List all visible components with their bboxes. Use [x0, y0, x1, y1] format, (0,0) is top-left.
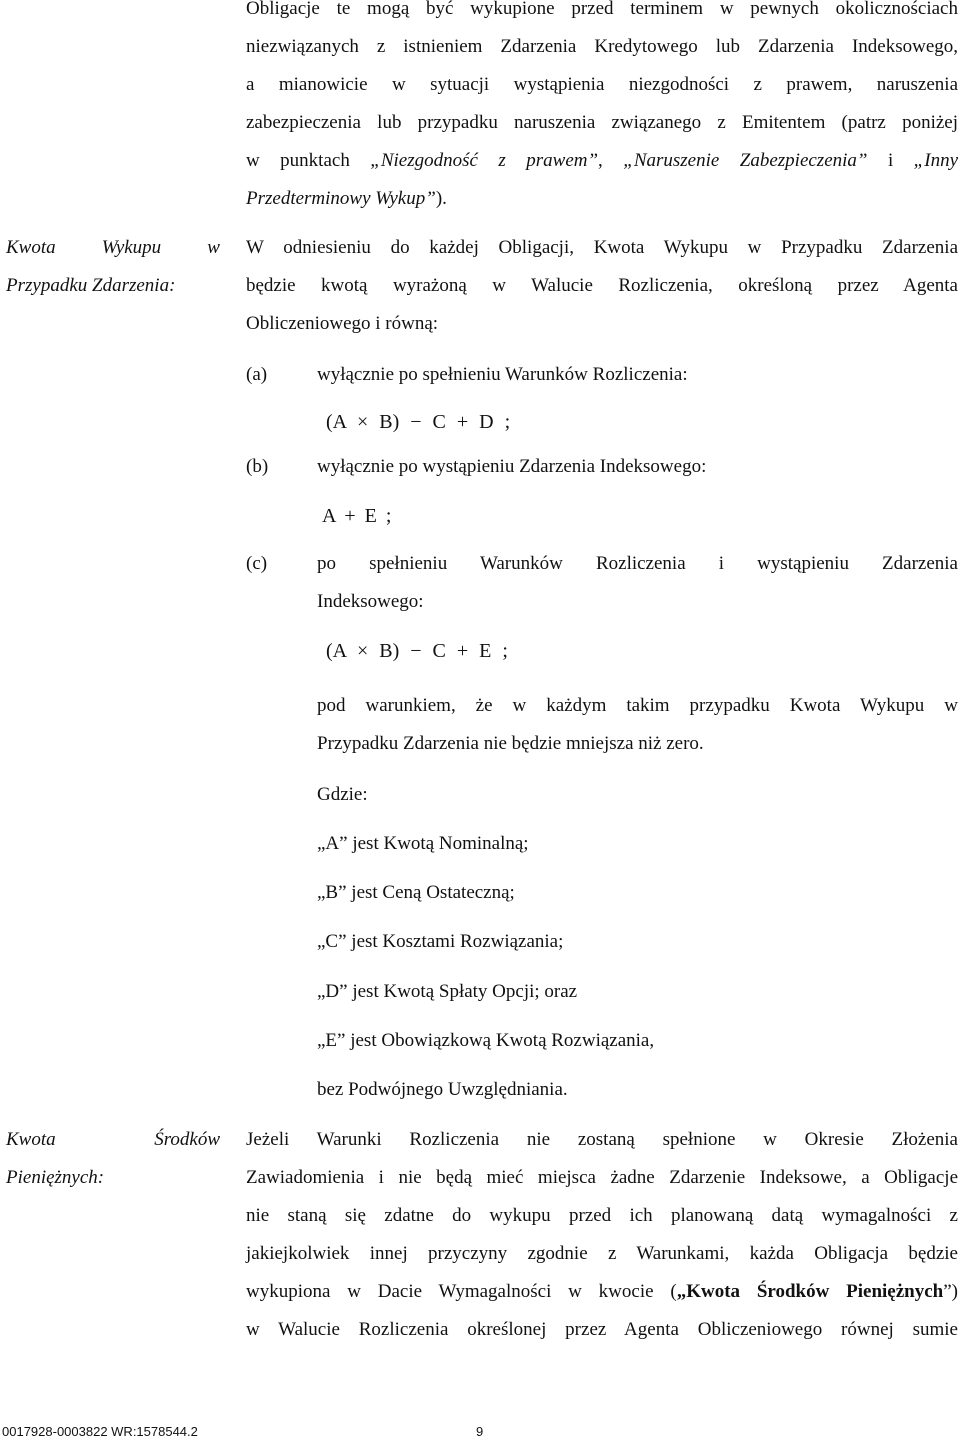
- cash-line-6: w Walucie Rozliczenia określonej przez Agenta Obliczeniowego równej sumie: [246, 1319, 958, 1340]
- intro-line-5: w punktach „Niezgodność z prawem”, „Naruszenie Zabezpieczenia” i „Inny: [246, 150, 958, 171]
- intro-line-3: a mianowicie w sytuacji wystąpienia niezgodności z prawem, naruszenia: [246, 74, 958, 95]
- cash-line-1: Jeżeli Warunki Rozliczenia nie zostaną spełnione w Okresie Złożenia: [246, 1129, 958, 1150]
- redemption-amount-label: Kwota Wykupu w Przypadku Zdarzenia:: [6, 237, 220, 296]
- intro-line-4: zabezpieczenia lub przypadku naruszenia związanego z Emitentem (patrz poniżej: [246, 112, 958, 133]
- item-c-marker: (c): [246, 553, 268, 574]
- item-b-text: wyłącznie po wystąpieniu Zdarzenia Indeksowego:: [317, 456, 707, 477]
- no-double-counting: bez Podwójnego Uwzględniania.: [317, 1079, 568, 1100]
- proviso-paragraph: pod warunkiem, że w każdym takim przypadku Kwota Wykupu w Przypadku Zdarzenia nie będzie mniejsza niż zero.: [317, 695, 958, 754]
- cash-amount-label: Kwota Środków Pieniężnych:: [6, 1129, 220, 1188]
- intro-line-1: Obligacje te mogą być wykupione przed terminem w pewnych okolicznościach: [246, 0, 958, 19]
- item-a-text: wyłącznie po spełnieniu Warunków Rozliczenia:: [317, 364, 688, 385]
- formula-b: A + E ;: [322, 505, 392, 527]
- intro-line-2: niezwiązanych z istnieniem Zdarzenia Kredytowego lub Zdarzenia Indeksowego,: [246, 36, 958, 57]
- definition-b: „B” jest Ceną Ostateczną;: [317, 882, 515, 903]
- definition-a: „A” jest Kwotą Nominalną;: [317, 833, 529, 854]
- item-a-marker: (a): [246, 364, 268, 385]
- cash-line-5: wykupiona w Dacie Wymagalności w kwocie („Kwota Środków Pieniężnych”): [246, 1281, 958, 1302]
- item-c-text: po spełnieniu Warunków Rozliczenia i wystąpieniu Zdarzenia Indeksowego:: [317, 553, 958, 612]
- footer-page-number: 9: [476, 1424, 484, 1439]
- cash-line-4: jakiejkolwiek innej przyczyny zgodnie z Warunkami, każda Obligacja będzie: [246, 1243, 958, 1264]
- where-label: Gdzie:: [317, 784, 368, 805]
- redemption-line-1: W odniesieniu do każdej Obligacji, Kwota Wykupu w Przypadku Zdarzenia: [246, 237, 958, 258]
- definition-c: „C” jest Kosztami Rozwiązania;: [317, 931, 564, 952]
- cash-paragraph: [246, 1121, 958, 1349]
- intro-paragraph: [246, 0, 958, 218]
- formula-c: (A × B) − C + E ;: [326, 640, 508, 662]
- redemption-line-2: będzie kwotą wyrażoną w Walucie Rozliczenia, określoną przez Agenta: [246, 275, 958, 296]
- definition-e: „E” jest Obowiązkową Kwotą Rozwiązania,: [317, 1030, 655, 1051]
- cash-line-2: Zawiadomienia i nie będą mieć miejsca żadne Zdarzenie Indeksowe, a Obligacje: [246, 1167, 958, 1188]
- item-b-marker: (b): [246, 456, 269, 477]
- footer-doc-ref: 0017928-0003822 WR:1578544.2: [2, 1424, 198, 1439]
- redemption-line-3: Obliczeniowego i równą:: [246, 313, 439, 334]
- definition-d: „D” jest Kwotą Spłaty Opcji; oraz: [317, 981, 578, 1002]
- formula-a: (A × B) − C + D ;: [326, 411, 511, 433]
- intro-line-6: Przedterminowy Wykup”).: [246, 188, 447, 209]
- cash-line-3: nie staną się zdatne do wykupu przed ich planowaną datą wymagalności z: [246, 1205, 958, 1226]
- redemption-paragraph: [246, 229, 958, 343]
